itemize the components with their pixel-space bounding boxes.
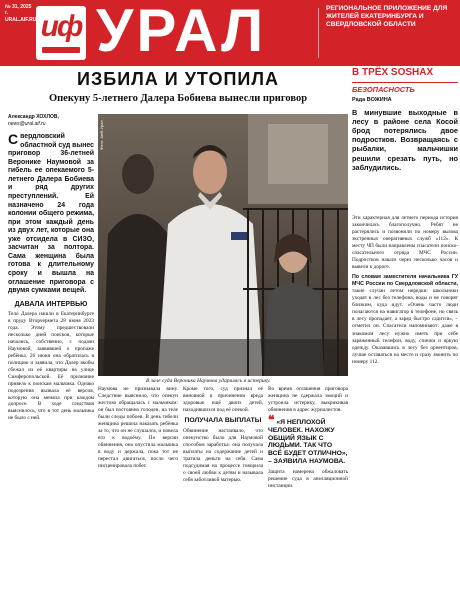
author-email: news@ural.aif.ru bbox=[8, 120, 46, 127]
article-column-4 bbox=[268, 386, 348, 490]
author-name: Александр ХОХЛОВ, bbox=[8, 114, 59, 120]
article-intro: Свердловский областной суд вынес приговор 36-летней Веронике Наумовой за гибель ее опекаемого 5-летнего Далера Бобиева и ряд других преступлений. Ей назначено 24 года колонии общего режима, при этом каждый день из двух лет, которые она уже отсидела в СИЗО, засчитан за полтора. Сама женщина была готова к длительному сроку и вышла на оглашение приговора с двумя сумками вещей. bbox=[8, 131, 94, 295]
sidebar-rule bbox=[352, 82, 458, 83]
logo-text: иф bbox=[40, 10, 82, 43]
article-subhead: Опекуну 5-летнего Далера Бобиева вынесли приговор bbox=[48, 93, 308, 104]
sidebar-body-b-text: такие случаи летом нередки: школьники уходят в лес без телефона, воды и не говорят близким, куда идут. «Очень часто люди полагаются на навигатор в телефоне, но связь в лесу пропадает, а заряд быстро садится», – отметил он. Спасатели напоминают: даже в знакомом лесу нужно иметь при себе заряженный телефон, воду, спички и яркую одежду. Оказавшись в лесу без ориентиров, лучше оставаться на месте и сразу звонить по номеру 112. bbox=[352, 288, 458, 365]
article-left-column bbox=[8, 114, 94, 422]
issue-number: № 31, 2025 г. bbox=[5, 4, 32, 17]
pull-quote bbox=[268, 412, 348, 466]
section-heading: ДАВАЛА ИНТЕРВЬЮ bbox=[14, 300, 88, 308]
aif-logo bbox=[36, 6, 86, 60]
photo-credit: Фото: АиФ-Урал bbox=[99, 120, 104, 150]
supplement-label: РЕГИОНАЛЬНОЕ ПРИЛОЖЕНИЕ ДЛЯ ЖИТЕЛЕЙ ЕКАТЕРИНБУРГА И СВЕРДЛОВСКОЙ ОБЛАСТИ bbox=[326, 5, 448, 28]
sidebar-lead: В минувшие выходные в лесу в районе села Косой брод потерялись двое подростков. Возвращаясь с рыбалки, мальчишки решили срезать путь, но заблудились. bbox=[352, 108, 458, 172]
column-3-text-b: Обвинение настаивало, что опекунство было для Наумовой способом заработка: она получала выплаты на содержание детей и тратила деньги на себя. Сама подсудимая на процессе говорила о своей любви к детям и называла себя заботливой матерью. bbox=[183, 427, 263, 483]
region-title: УРАЛ bbox=[96, 0, 267, 64]
issue-info bbox=[5, 4, 35, 23]
quote-mark-icon: ❝ bbox=[268, 412, 275, 427]
section-heading-2: ПОЛУЧАЛА ВЫПЛАТЫ bbox=[184, 416, 262, 424]
article-column-2 bbox=[98, 386, 178, 470]
court-photo-illustration bbox=[98, 114, 348, 376]
sidebar-header bbox=[352, 68, 458, 103]
sidebar-author: Рада ВОЖИНА bbox=[352, 96, 392, 103]
logo-bar bbox=[42, 47, 80, 53]
sidebar-body bbox=[352, 215, 458, 366]
photo-caption: В зале суда Вероника Наумова ударилась в истерику. bbox=[146, 378, 271, 384]
masthead bbox=[0, 0, 460, 66]
sidebar-rubric: БЕЗОПАСНОСТЬ bbox=[352, 85, 415, 94]
column-4-text-a: Во время оглашения приговора женщина не сдержала эмоций и устроила истерику, выкрикивая обвинения в адрес журналистов. bbox=[268, 386, 348, 413]
article-headline: ИЗБИЛА И УТОПИЛА bbox=[77, 69, 279, 89]
sidebar-title: В ТРЁХ SOSНАХ bbox=[352, 67, 434, 78]
masthead-divider bbox=[318, 8, 319, 58]
article-column-3 bbox=[183, 386, 263, 484]
pull-quote-text: «Я НЕПЛОХОЙ ЧЕЛОВЕК. НАХОЖУ ОБЩИЙ ЯЗЫК С ЛЮДЬМИ. ТАК ЧТО ВСЁ БУДЕТ ОТЛИЧНО», – ЗАЯВИЛА НАУМОВА. bbox=[268, 418, 348, 465]
issue-site: URAL.AIF.RU bbox=[5, 16, 37, 23]
article-body-left: Тело Далера нашли в Екатеринбурге в пруду Вторчермета 28 июня 2023 года. Этому предшествовали несколько дней поисков, которые начались, собственно, с подачи Наумовой, заявившей о пропаже ребёнка. 26 июня она обратилась в полицию и заявила, что Далер якобы сбежал из её квартиры на улице Симферопольской. Её признание привело к поискам мальчика. Однако подозрения вызвала её версия, которую она меняла при каждом допросе. В ходе следствия выяснилось, что в тот день мальчика не было с ней. bbox=[8, 310, 94, 422]
column-2-text: Наумова не признавала вину. Следствие выяснило, что опекун жестоко обращалась с мальчиком: он был постоянно голоден, на теле были следы побоев. В день гибели женщина решила наказать ребёнка за то, что он не слушался, и повела его к водоёму. По версии обвинения, она опустила мальчика в воду и держала, пока тот не перестал двигаться, после чего инсценировала побег. bbox=[98, 386, 178, 469]
column-4-text-b: Защита намерена обжаловать решение суда в апелляционной инстанции. bbox=[268, 468, 348, 489]
court-photo bbox=[98, 114, 348, 376]
sidebar-body-b-bold: По словам заместителя начальника ГУ МЧС России по Свердловской области, bbox=[352, 274, 458, 288]
sidebar-body-b bbox=[352, 274, 458, 365]
byline bbox=[8, 114, 94, 127]
column-3-text-a: Кроме того, суд признал её виновной в причинении вреда здоровью ещё двоих детей, находившихся под её опекой. bbox=[183, 386, 263, 413]
sidebar-body-a: Эти характерная для летнего периода история закончилась благополучно. Ребят не растерялись и позвонили по номеру вызова экстренных оперативных служб «112». К месту ЧП были направлены спасатели поиско-спасательного отряда МЧС России. Подростков нашли через несколько часов и вывели к дороге. bbox=[352, 215, 458, 271]
